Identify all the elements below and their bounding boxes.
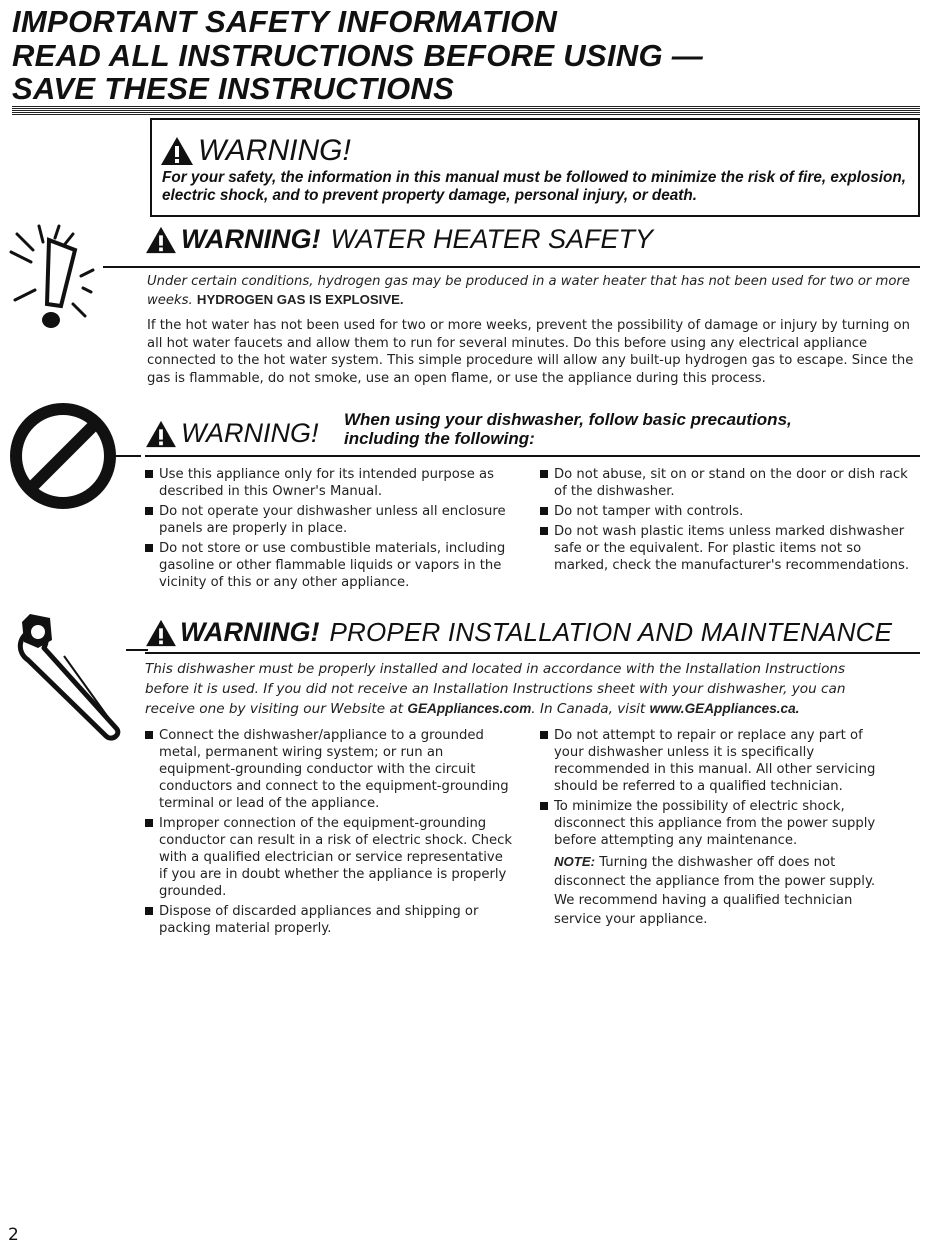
water-heater-warning-word: WARNING! — [181, 224, 321, 254]
water-heater-body: If the hot water has not been used for two or more weeks, prevent the possibility of damage or injury by turning on all hot water faucets and allow them to run for several minutes. Do this before using any electrical appliance connected to the hot water system. This simple procedure will allow any built-up hydrogen gas to escape. Since the gas is flammable, do not smoke, use an open flame, or use the appliance during this process. — [147, 318, 914, 386]
header-line-3: SAVE THESE INSTRUCTIONS — [12, 71, 455, 106]
precautions-title-line-1: When using your dishwasher, follow basic precautions, — [344, 410, 792, 429]
installation-intro-text-b: . In Canada, visit — [531, 701, 646, 717]
main-warning-title: WARNING! — [198, 134, 351, 167]
precautions-heading — [145, 418, 319, 449]
header-line-1: IMPORTANT SAFETY INFORMATION — [12, 4, 558, 39]
precautions-right-list — [540, 466, 915, 577]
warning-triangle-icon — [145, 226, 177, 254]
precautions-title-line-2: including the following: — [344, 429, 535, 448]
header-rule — [12, 106, 920, 115]
list-item: Do not wash plastic items unless marked dishwasher safe or the equivalent. For plastic items not so marked, check the manufacturer's recommendations. — [540, 523, 915, 574]
installation-right-list — [540, 727, 890, 929]
list-item: Use this appliance only for its intended purpose as described in this Owner's Manual. — [145, 466, 515, 500]
installation-heading — [145, 617, 892, 648]
installation-warning-word: WARNING! — [180, 617, 320, 647]
installation-note — [540, 852, 890, 929]
list-item: Do not attempt to repair or replace any part of your dishwasher unless it is specifically recommended in this manual. All other servicing should be referred to a qualified technician. — [540, 727, 890, 795]
precautions-title — [344, 410, 792, 448]
list-item: Connect the dishwasher/appliance to a grounded metal, permanent wiring system; or run an equipment-grounding conductor with the circuit conductors and connect to the equipment-grounding terminal or lead of the appliance. — [145, 727, 515, 812]
list-item: Do not operate your dishwasher unless all enclosure panels are properly in place. — [145, 503, 515, 537]
main-warning-box — [150, 118, 920, 217]
water-heater-intro-text: Under certain conditions, hydrogen gas may be produced in a water heater that has not been used for two or more weeks. — [147, 274, 910, 308]
warning-triangle-icon — [160, 136, 194, 166]
list-item: Dispose of discarded appliances and shipping or packing material properly. — [145, 903, 515, 937]
installation-title: PROPER INSTALLATION AND MAINTENANCE — [329, 617, 893, 647]
note-text: Turning the dishwasher off does not disconnect the appliance from the power supply. We recommend having a qualified technician service your appliance. — [554, 855, 876, 927]
water-heater-intro — [147, 273, 917, 309]
prohibition-icon — [1, 400, 141, 512]
installation-rule — [145, 652, 920, 654]
water-heater-intro-bold: HYDROGEN GAS IS EXPLOSIVE. — [196, 291, 404, 307]
list-item: Do not store or use combustible materials, including gasoline or other flammable liquids or vapors in the vicinity of this or any other appliance. — [145, 540, 515, 591]
precautions-left-list — [145, 466, 515, 594]
ge-website-link[interactable]: GEAppliances.com — [407, 701, 532, 716]
list-item: Do not tamper with controls. — [540, 503, 915, 520]
precautions-warning-word: WARNING! — [181, 418, 319, 448]
precautions-rule — [145, 455, 920, 457]
water-heater-rule — [145, 266, 920, 268]
note-label: NOTE: — [554, 854, 596, 869]
water-heater-heading — [145, 224, 653, 255]
installation-intro-text: This dishwasher must be properly installed and located in accordance with the Installation Instructions before it is used. If you did not receive an Installation Instructions sheet with your dishwasher, you can receive one by visiting our Website at — [145, 661, 846, 717]
page-number: 2 — [8, 1225, 19, 1245]
wrench-icon — [8, 612, 148, 744]
list-item: To minimize the possibility of electric shock, disconnect this appliance from the power supply before attempting any maintenance. — [540, 798, 890, 849]
water-heater-title: WATER HEATER SAFETY — [330, 224, 654, 254]
installation-left-list — [145, 727, 515, 940]
exclamation-alert-icon — [3, 222, 148, 334]
ge-canada-link[interactable]: www.GEAppliances.ca. — [649, 701, 800, 716]
installation-intro — [145, 659, 890, 719]
warning-triangle-icon — [145, 420, 177, 448]
main-warning-text: For your safety, the information in this manual must be followed to minimize the risk of fire, explosion, electric shock, and to prevent property damage, personal injury, or death. — [162, 169, 906, 204]
warning-triangle-icon — [145, 619, 177, 647]
main-warning-heading — [160, 134, 351, 168]
list-item: Do not abuse, sit on or stand on the door or dish rack of the dishwasher. — [540, 466, 915, 500]
list-item: Improper connection of the equipment-grounding conductor can result in a risk of electric shock. Check with a qualified electrician or service representative if you are in doubt whether the appliance is properly grounded. — [145, 815, 515, 900]
header-line-2: READ ALL INSTRUCTIONS BEFORE USING — — [12, 38, 704, 73]
